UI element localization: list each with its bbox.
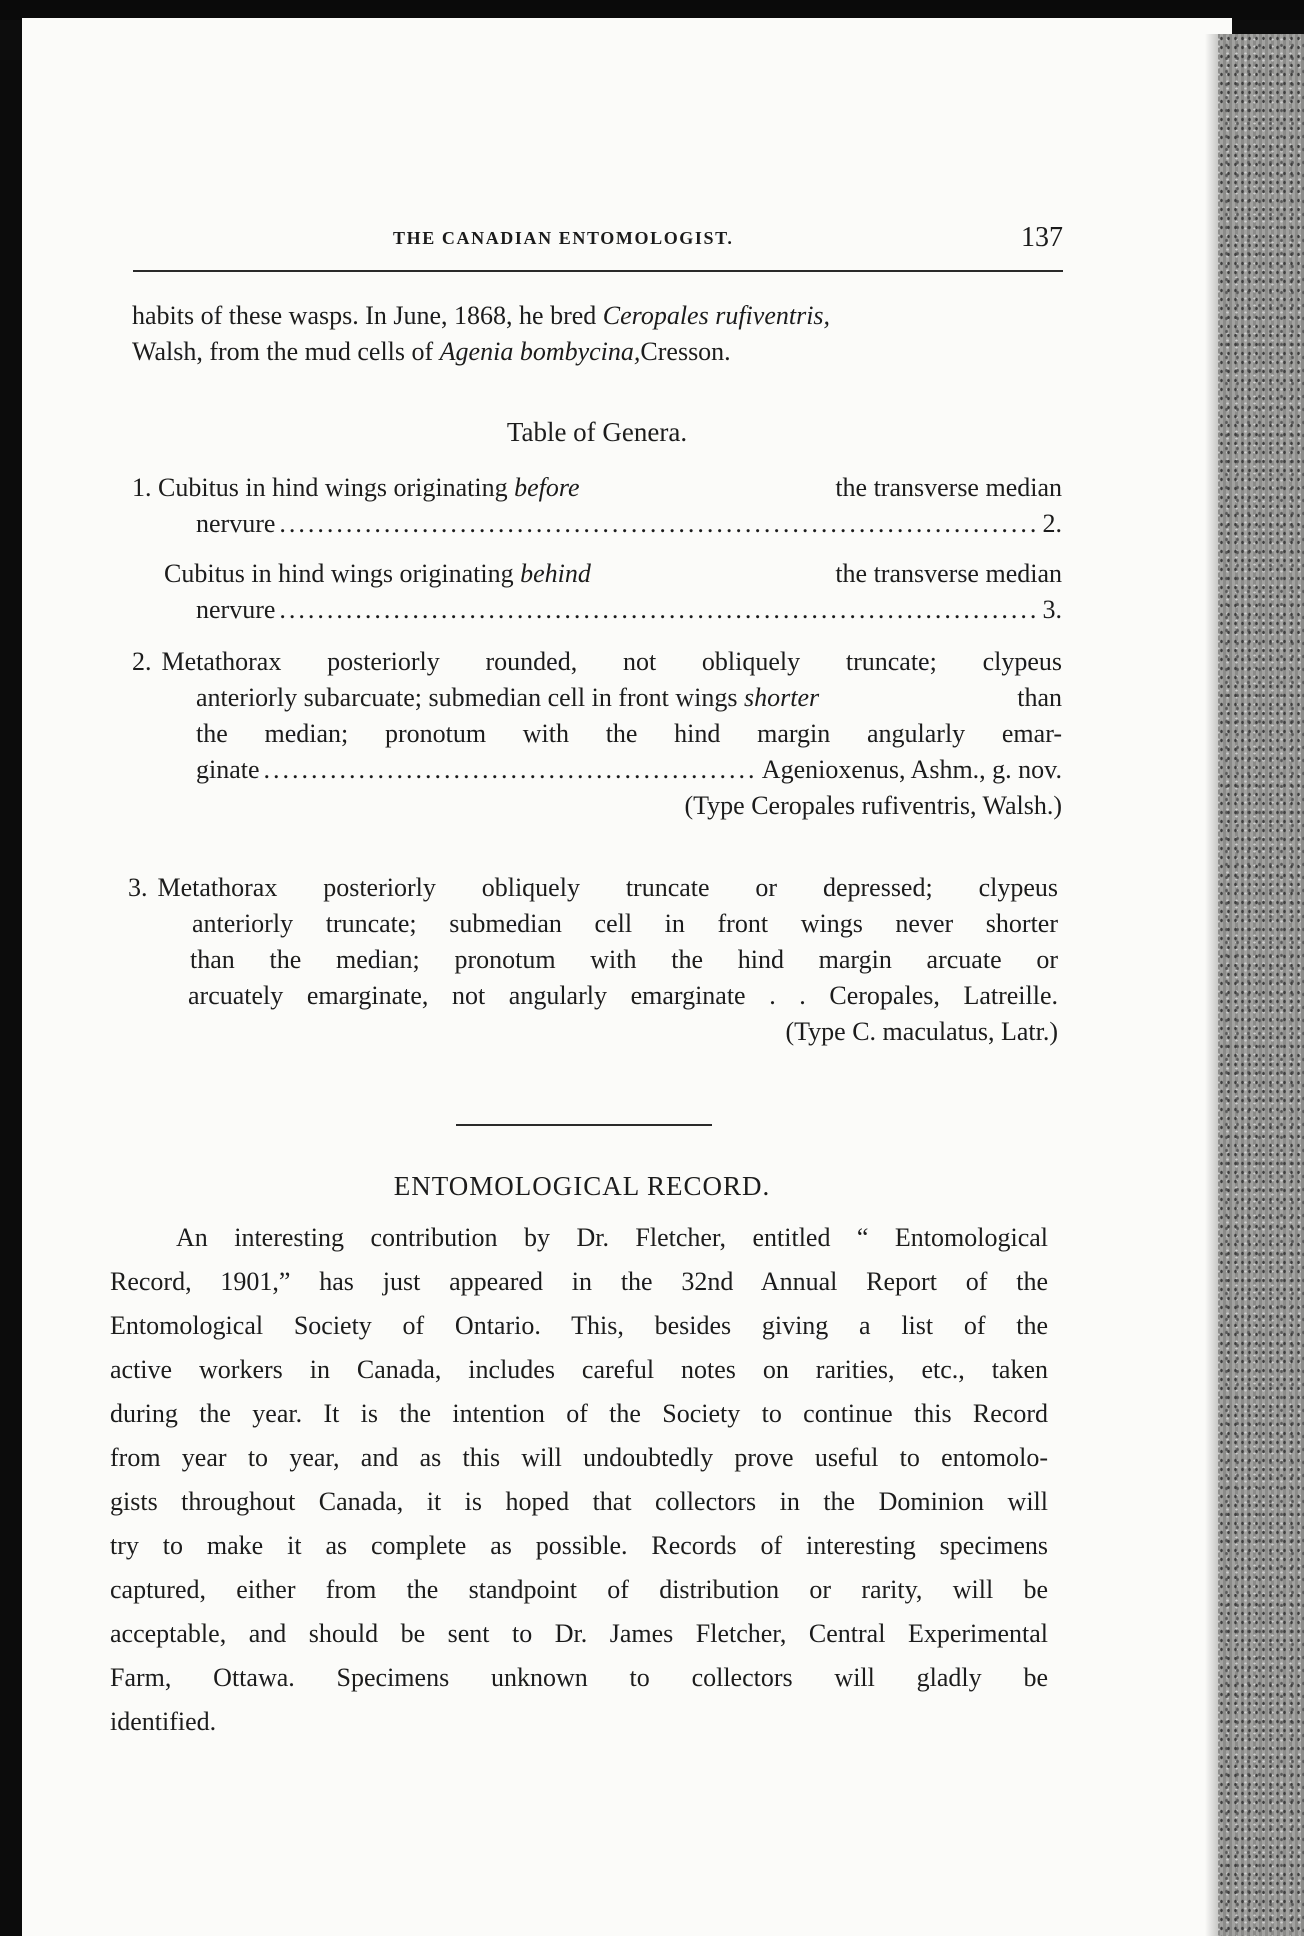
- record-text: Entomological Society of Ontario. This, besides giving a list of the: [110, 1311, 1048, 1340]
- couplet-1-line-2: [132, 506, 1062, 542]
- record-text: identified.: [110, 1707, 217, 1736]
- couplet-2-line-2: [132, 680, 1062, 716]
- record-text: from year to year, and as this will undoubtedly prove useful to entomolo-: [110, 1443, 1048, 1472]
- record-text: acceptable, and should be sent to Dr. James Fletcher, Central Experimental: [110, 1619, 1048, 1648]
- couplet-3-line-3: [128, 942, 1058, 978]
- couplet-3-line-4: [128, 978, 1058, 1014]
- couplet-text: than the median; pronotum with the hind margin arcuate or: [190, 945, 1058, 974]
- record-line: [110, 1260, 1048, 1304]
- couplet-text: the median; pronotum with the hind margin angularly emar-: [196, 719, 1062, 748]
- couplet-text: Metathorax posteriorly obliquely truncate or depressed; clypeus: [157, 873, 1058, 902]
- record-text: captured, either from the standpoint of distribution or rarity, will be: [110, 1575, 1048, 1604]
- couplet-text: the transverse median: [835, 473, 1062, 502]
- couplet-1b-line-2: [164, 592, 1062, 628]
- couplet-1-line-1: [132, 470, 1062, 506]
- type-note: (Type C. maculatus, Latr.): [785, 1017, 1058, 1046]
- couplet-3-type-line: [128, 1014, 1058, 1050]
- table-heading: Table of Genera.: [506, 417, 688, 447]
- species-name: Agenia bombycina,: [439, 337, 641, 366]
- record-line: [110, 1348, 1048, 1392]
- couplet-3-line-2: [128, 906, 1058, 942]
- emphasis-text: shorter: [744, 683, 820, 712]
- couplet-text: Metathorax posteriorly rounded, not obliquely truncate; clypeus: [161, 647, 1062, 676]
- couplet-2-type-line: [132, 788, 1062, 824]
- couplet-text: ginate: [196, 755, 260, 784]
- record-paragraph: [110, 1216, 1048, 1744]
- type-note: (Type Ceropales rufiventris, Walsh.): [684, 791, 1062, 820]
- couplet-text: anteriorly subarcuate; submedian cell in front wings: [196, 683, 745, 712]
- couplet-2-line-3: [132, 716, 1062, 752]
- couplet-1b: [164, 556, 1062, 628]
- intro-line-1: [132, 298, 1062, 334]
- running-header: [133, 222, 1063, 262]
- couplet-1b-line-1: [164, 556, 1062, 592]
- leader-dots: [264, 752, 758, 788]
- record-line: [110, 1524, 1048, 1568]
- couplet-3: [128, 870, 1058, 1050]
- couplet-text: the transverse median: [835, 559, 1062, 588]
- header-rule: [133, 270, 1063, 272]
- record-line: [110, 1656, 1048, 1700]
- couplet-2-line-1: [132, 644, 1062, 680]
- emphasis-text: behind: [520, 559, 591, 588]
- record-line: [110, 1436, 1048, 1480]
- page-number: 137: [1021, 222, 1063, 253]
- running-title: THE CANADIAN ENTOMOLOGIST.: [393, 228, 734, 248]
- record-text: active workers in Canada, includes careful notes on rarities, etc., taken: [110, 1355, 1048, 1384]
- intro-text: Walsh, from the mud cells of: [132, 337, 434, 366]
- intro-line-2: [132, 334, 1062, 370]
- couplet-number: 2.: [132, 647, 152, 676]
- section-divider: [456, 1124, 712, 1126]
- intro-text: habits of these wasps. In June, 1868, he bred: [132, 301, 603, 330]
- couplet-2-line-4: [132, 752, 1062, 788]
- couplet-3-line-1: [128, 870, 1058, 906]
- record-text: gists throughout Canada, it is hoped that collectors in the Dominion will: [110, 1487, 1048, 1516]
- couplet-text: Cubitus in hind wings originating: [158, 473, 515, 502]
- record-line: [110, 1612, 1048, 1656]
- record-text: during the year. It is the intention of the Society to continue this Record: [110, 1399, 1048, 1428]
- leader-dots: [279, 592, 1038, 628]
- couplet-1: [132, 470, 1062, 542]
- record-line: [110, 1216, 1048, 1260]
- record-text: Record, 1901,” has just appeared in the 32nd Annual Report of the: [110, 1267, 1048, 1296]
- couplet-2: [132, 644, 1062, 824]
- record-line: [110, 1568, 1048, 1612]
- intro-paragraph: [132, 298, 1062, 370]
- couplet-text: arcuately emarginate, not angularly emarginate . . Ceropales, Latreille.: [188, 981, 1058, 1010]
- couplet-text: Cubitus in hind wings originating: [164, 559, 521, 588]
- couplet-number: 3.: [128, 873, 148, 902]
- leader-dots: [279, 506, 1038, 542]
- couplet-text: nervure: [196, 595, 276, 624]
- couplet-text: anteriorly truncate; submedian cell in front wings never shorter: [192, 909, 1058, 938]
- emphasis-text: before: [514, 473, 580, 502]
- couplet-reference: 3.: [1042, 595, 1062, 624]
- species-name: Ceropales rufiventris,: [602, 301, 831, 330]
- intro-text: Cresson.: [640, 337, 731, 366]
- couplet-number: 1.: [132, 473, 152, 502]
- record-text: An interesting contribution by Dr. Fletcher, entitled “ Entomological: [176, 1223, 1048, 1252]
- couplet-text: than: [1017, 683, 1062, 712]
- couplet-text: nervure: [196, 509, 276, 538]
- record-line: [110, 1304, 1048, 1348]
- record-line: [110, 1480, 1048, 1524]
- couplet-reference: 2.: [1042, 509, 1062, 538]
- record-text: try to make it as complete as possible. Records of interesting specimens: [110, 1531, 1048, 1560]
- record-line: [110, 1392, 1048, 1436]
- genus-name: Agenioxenus, Ashm., g. nov.: [761, 755, 1062, 784]
- record-text: Farm, Ottawa. Specimens unknown to collectors will gladly be: [110, 1663, 1048, 1692]
- section-heading: ENTOMOLOGICAL RECORD.: [393, 1171, 771, 1201]
- record-line: [110, 1700, 1048, 1744]
